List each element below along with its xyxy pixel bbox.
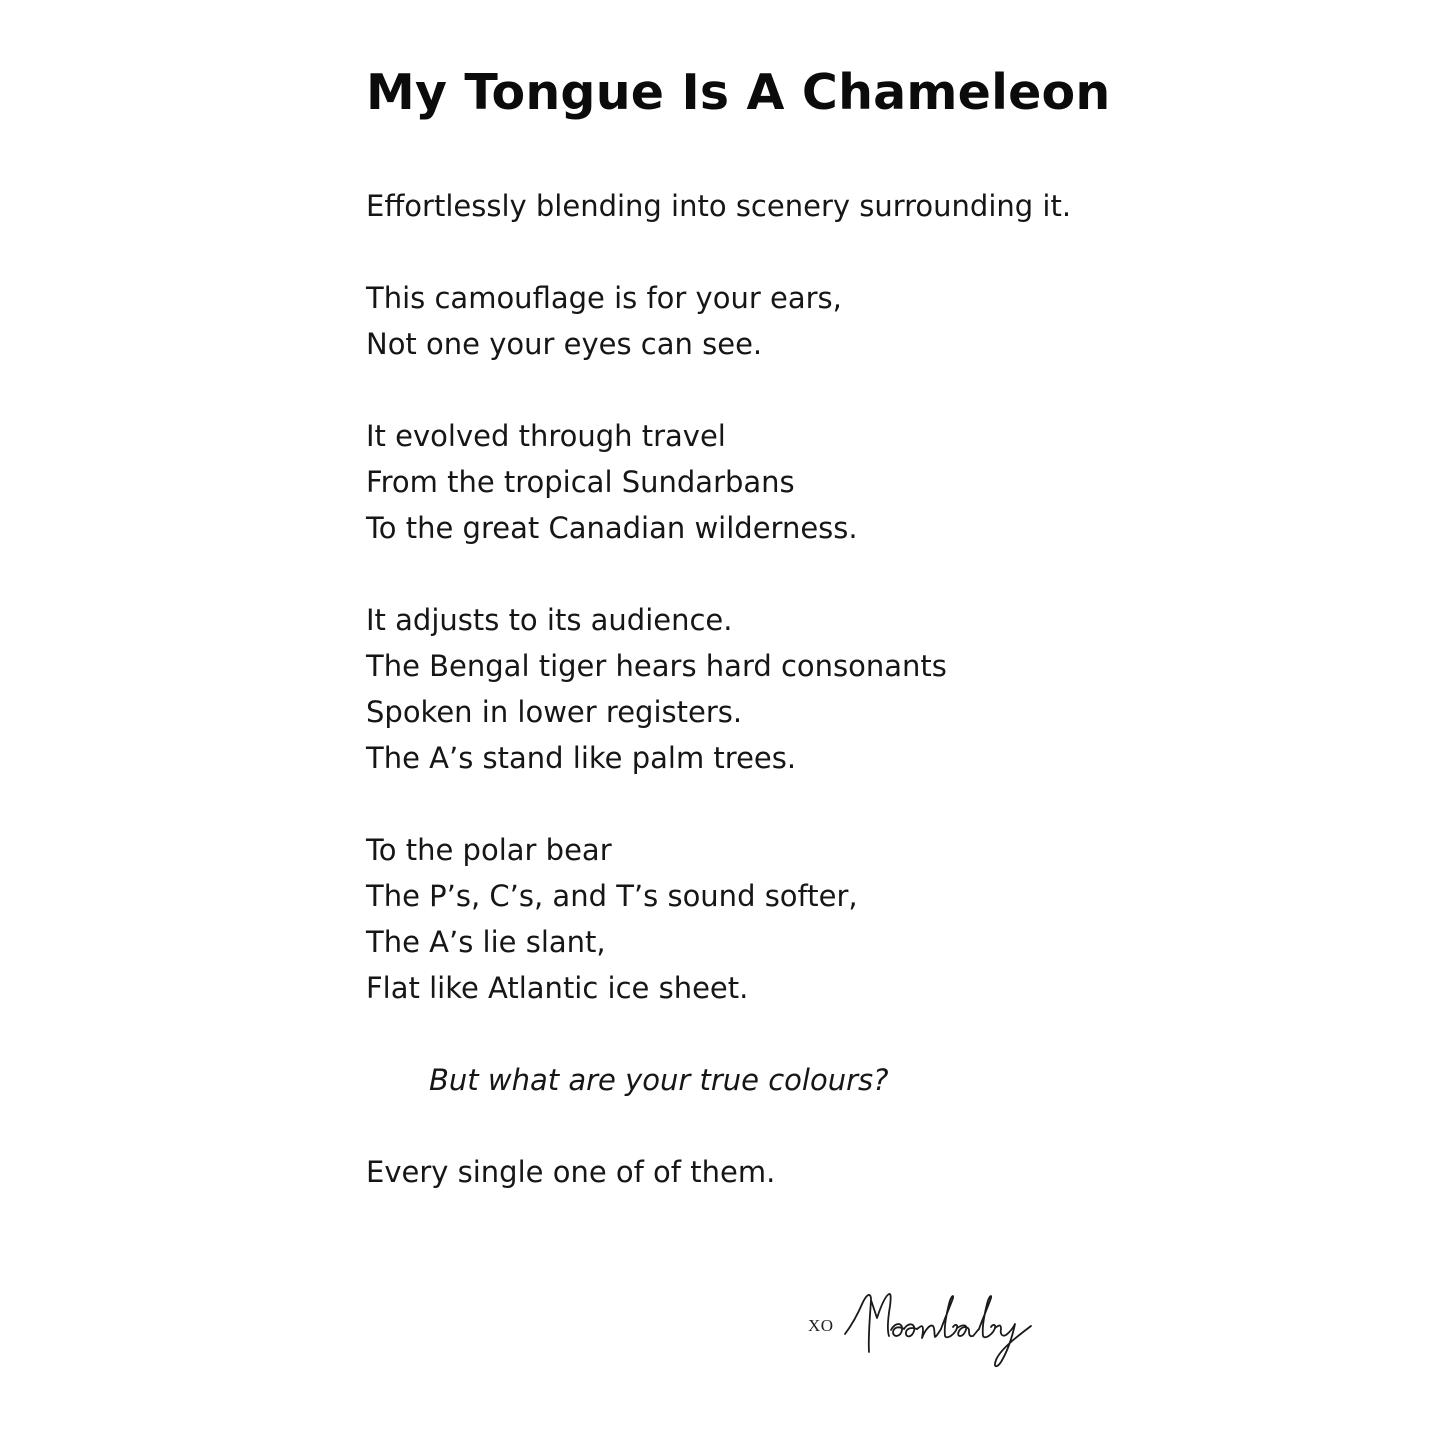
poem-line: It evolved through travel <box>366 419 726 453</box>
poem-line: The P’s, C’s, and T’s sound softer, <box>366 879 858 913</box>
signature-logo <box>805 1282 1045 1382</box>
poem-line: The A’s stand like palm trees. <box>366 741 797 775</box>
poem-line: Flat like Atlantic ice sheet. <box>366 971 749 1005</box>
poem-line: To the polar bear <box>366 833 612 867</box>
stanza-3 <box>366 413 1166 551</box>
poem-line: Not one your eyes can see. <box>366 327 763 361</box>
stanza-7 <box>366 1149 1166 1195</box>
poem-line: The A’s lie slant, <box>366 925 606 959</box>
stanza-1 <box>366 183 1166 229</box>
poem-line-italic: But what are your true colours? <box>429 1063 889 1097</box>
poem-line: Every single one of of them. <box>366 1155 776 1189</box>
poem-line: Spoken in lower registers. <box>366 695 743 729</box>
signature-prefix: XO <box>808 1316 834 1335</box>
poem-title: My Tongue Is A Chameleon <box>366 64 1111 121</box>
poem-line: From the tropical Sundarbans <box>366 465 795 499</box>
poem-line: Effortlessly blending into scenery surrounding it. <box>366 189 1072 223</box>
stanza-6-italic <box>366 1057 1166 1103</box>
poem-line: This camouflage is for your ears, <box>366 281 842 315</box>
poem-line: To the great Canadian wilderness. <box>366 511 858 545</box>
poem-body <box>366 183 1166 1241</box>
stanza-2 <box>366 275 1166 367</box>
stanza-4 <box>366 597 1166 781</box>
poem-line: The Bengal tiger hears hard consonants <box>366 649 947 683</box>
signature <box>805 1282 1045 1382</box>
poem-line: It adjusts to its audience. <box>366 603 733 637</box>
stanza-5 <box>366 827 1166 1011</box>
signature-name <box>845 1294 1031 1366</box>
